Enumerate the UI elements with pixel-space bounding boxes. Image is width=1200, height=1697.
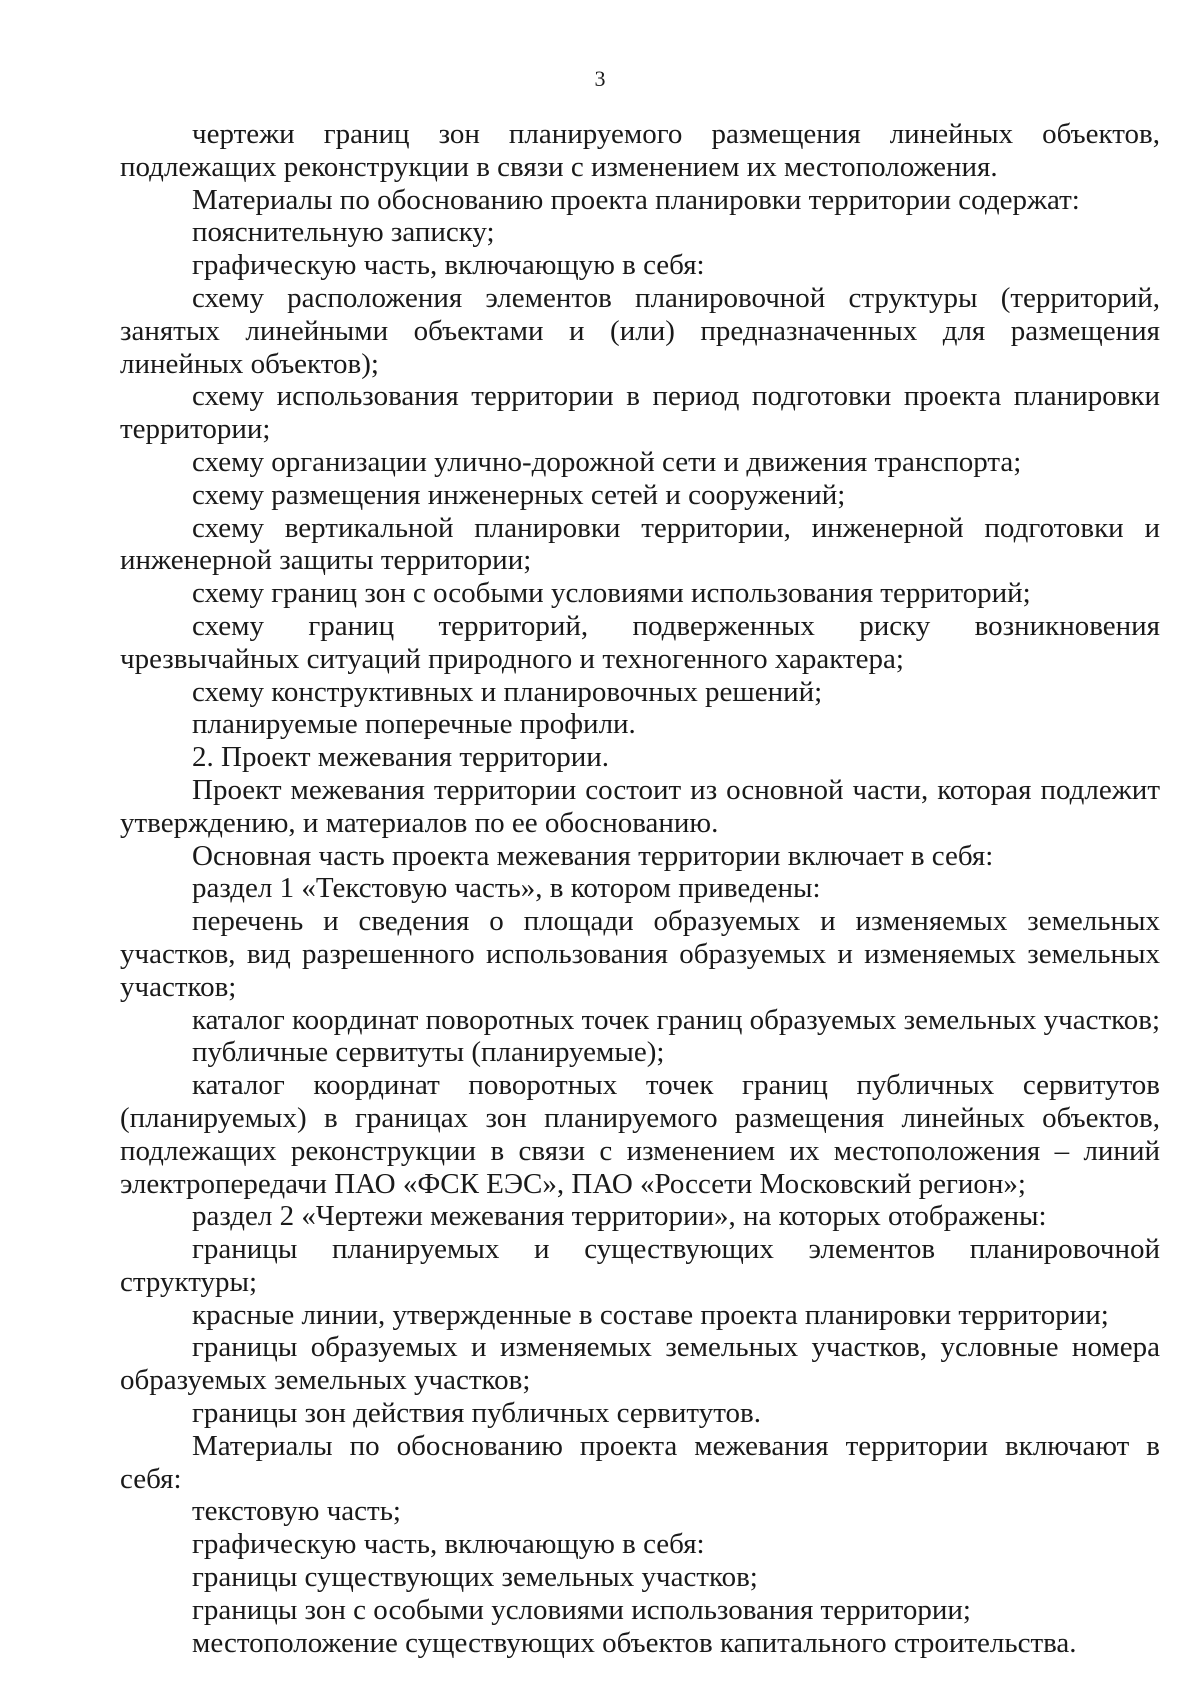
paragraph: каталог координат поворотных точек границ публичных сервитутов (планируемых) в границах зон планируемого размещения линейных объектов, подлежащих реконструкции в связи с изменением их местоположения – линий электропередачи ПАО «ФСК ЕЭС», ПАО «Россети Московский регион»; [120,1069,1160,1200]
paragraph: границы зон действия публичных сервитутов. [192,1397,761,1430]
paragraph: графическую часть, включающую в себя: [192,1528,705,1561]
paragraph: каталог координат поворотных точек границ образуемых земельных участков; [192,1003,1161,1036]
paragraph: текстовую часть; [192,1495,401,1528]
paragraph: схему расположения элементов планировочной структуры (территорий, занятых линейными объектами и (или) предназначенных для размещения линейных объектов); [120,281,1160,380]
page-number: 3 [594,66,606,91]
paragraph: схему границ территорий, подверженных риску возникновения чрезвычайных ситуаций природного и техногенного характера; [120,609,1160,675]
paragraph: границы образуемых и изменяемых земельных участков, условные номера образуемых земельных участков; [120,1331,1160,1397]
paragraph: чертежи границ зон планируемого размещения линейных объектов, подлежащих реконструкции в связи с изменением их местоположения. [120,118,1160,183]
section-heading: 2. Проект межевания территории. [192,741,610,774]
paragraph: границы существующих земельных участков; [192,1561,758,1594]
paragraph: Материалы по обоснованию проекта межевания территории включают в себя: [120,1429,1160,1495]
paragraph: раздел 1 «Текстовую часть», в котором приведены: [192,872,821,905]
paragraph: Материалы по обоснованию проекта планировки территории содержат: [192,183,1080,216]
paragraph: раздел 2 «Чертежи межевания территории», на которых отображены: [192,1200,1047,1233]
paragraph: схему использования территории в период подготовки проекта планировки территории; [120,380,1160,446]
paragraph: красные линии, утвержденные в составе проекта планировки территории; [192,1298,1109,1331]
paragraph: графическую часть, включающую в себя: [192,249,705,282]
paragraph: схему границ зон с особыми условиями использования территорий; [192,577,1031,610]
paragraph: границы зон с особыми условиями использования территории; [192,1593,971,1626]
paragraph: схему размещения инженерных сетей и сооружений; [192,478,846,511]
paragraph: схему конструктивных и планировочных решений; [192,675,823,708]
paragraph: Основная часть проекта межевания территории включает в себя: [192,839,994,872]
paragraph: публичные сервитуты (планируемые); [192,1036,665,1069]
paragraph: границы планируемых и существующих элементов планировочной структуры; [120,1233,1160,1298]
document-body [120,118,1160,1659]
paragraph: перечень и сведения о площади образуемых и изменяемых земельных участков, вид разрешенного использования образуемых и изменяемых земельных участков; [120,905,1160,1003]
paragraph: схему организации улично-дорожной сети и движения транспорта; [192,445,1022,478]
paragraph: пояснительную записку; [192,216,495,249]
paragraph: местоположение существующих объектов капитального строительства. [192,1626,1077,1659]
paragraph: планируемые поперечные профили. [192,708,636,741]
paragraph: Проект межевания территории состоит из основной части, которая подлежит утверждению, и материалов по ее обоснованию. [120,773,1160,839]
paragraph: схему вертикальной планировки территории, инженерной подготовки и инженерной защиты территории; [120,511,1160,577]
